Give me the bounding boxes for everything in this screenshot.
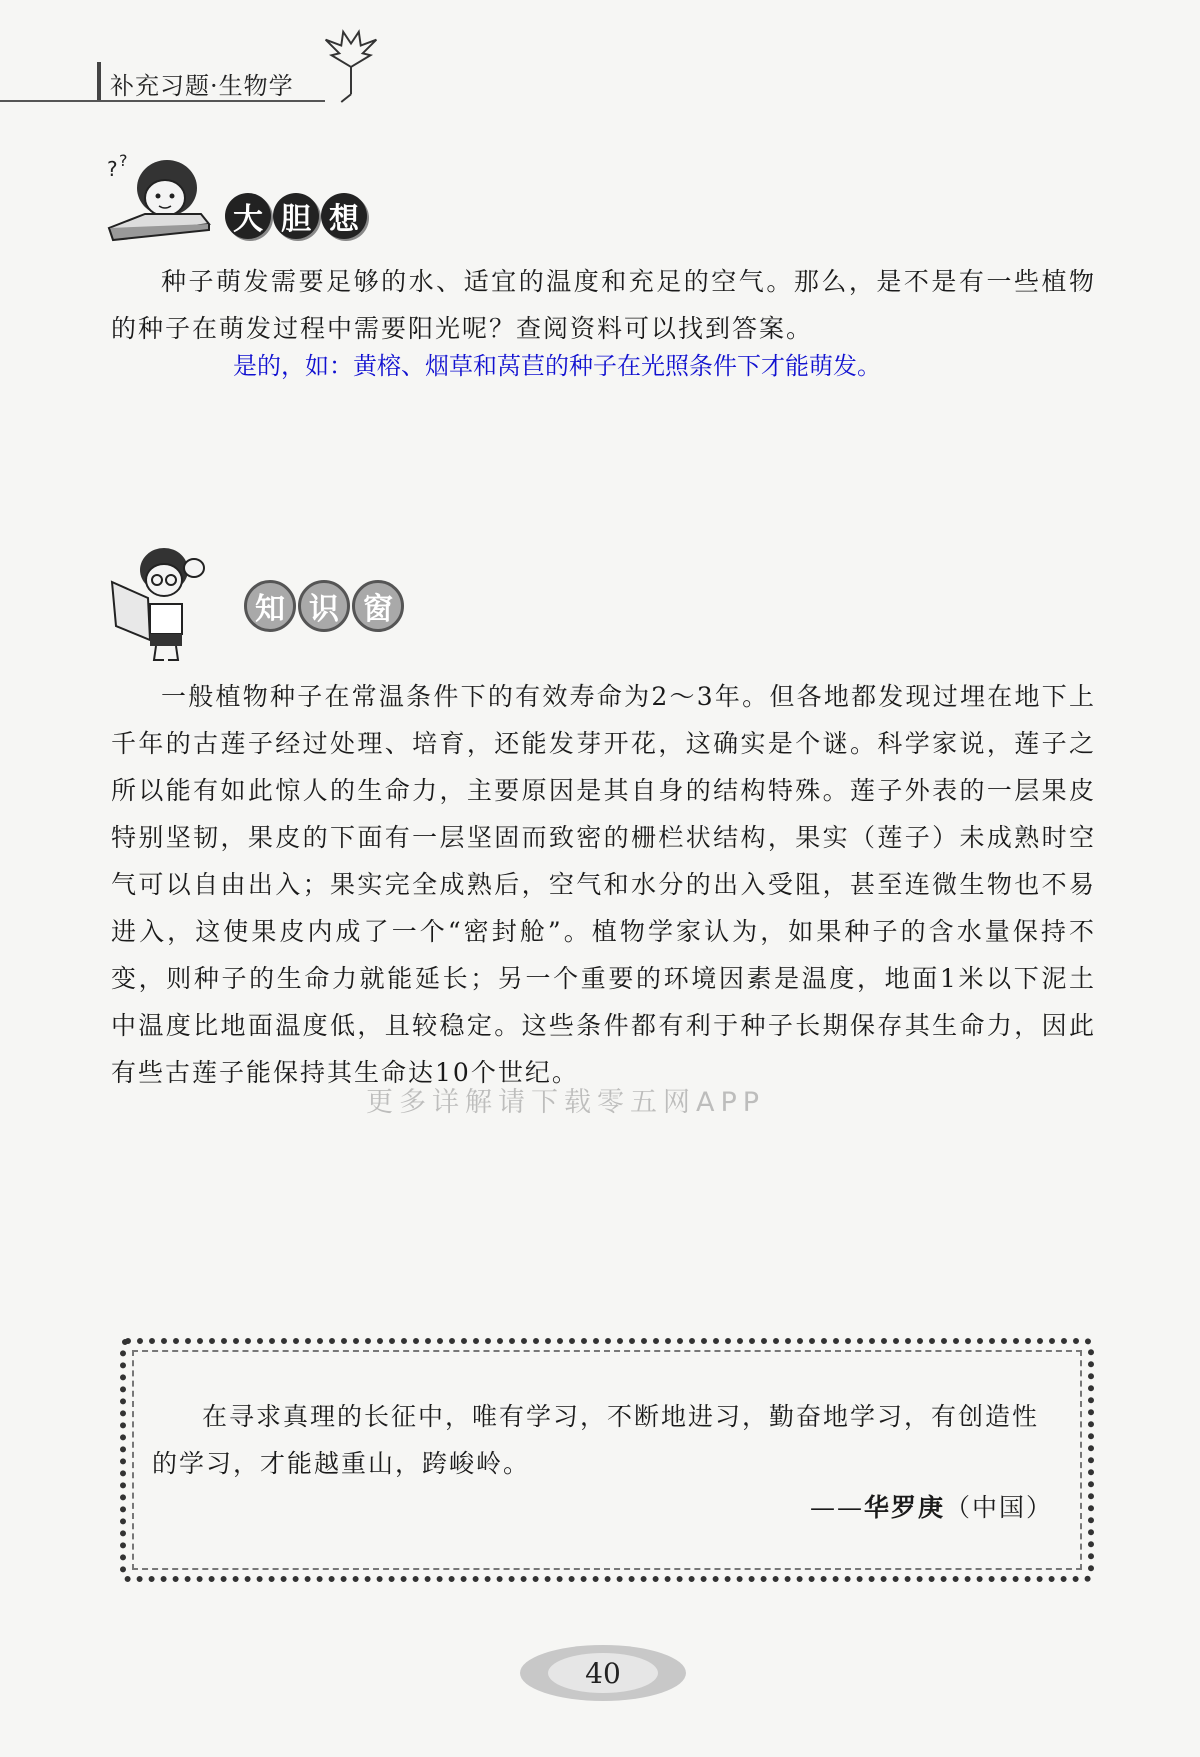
knowledge-paragraph: 一般植物种子在常温条件下的有效寿命为2～3年。但各地都发现过埋在地下上千年的古莲子经过处理、培育，还能发芽开花，这确实是个谜。科学家说，莲子之所以能有如此惊人的生命力，主要原因是其自身的结构特殊。莲子外表的一层果皮特别坚韧，果皮的下面有一层坚固而致密的栅栏状结构，果实（莲子）未成熟时空气可以自由出入；果实完全成熟后，空气和水分的出入受阻，甚至连微生物也不易进入，这使果皮内成了一个“密封舱”。植物学家认为，如果种子的含水量保持不变，则种子的生命力就能延长；另一个重要的环境因素是温度，地面1米以下泥土中温度比地面温度低，且较稳定。这些条件都有利于种子长期保存其生命力，因此有些古莲子能保持其生命达10个世纪。 [111, 682, 1096, 1087]
book-title: 补充习题·生物学 [110, 72, 294, 100]
reading-boy-illustration [106, 540, 216, 665]
watermark-text: 更多详解请下载零五网APP [366, 1087, 766, 1118]
title-char: 知 [244, 580, 296, 632]
quote-attribution [810, 1488, 1053, 1524]
svg-text:?: ? [119, 151, 128, 170]
title-char: 窗 [352, 580, 404, 632]
section-title-brainstorm [225, 193, 367, 239]
quote-author-country: （中国） [945, 1493, 1054, 1522]
quote-author-name: 华罗庚 [864, 1493, 946, 1522]
attribution-dash: —— [810, 1493, 864, 1522]
page-number-badge [520, 1645, 686, 1701]
thinking-girl-illustration [105, 148, 217, 253]
title-char: 大 [225, 193, 271, 239]
answer-text: 是的，如：黄榕、烟草和莴苣的种子在光照条件下才能萌发。 [233, 352, 881, 380]
question-paragraph: 种子萌发需要足够的水、适宜的温度和充足的空气。那么，是不是有一些植物的种子在萌发过程中需要阳光呢？查阅资料可以找到答案。 [111, 267, 1096, 343]
maple-leaf-icon [312, 26, 390, 104]
title-char: 识 [298, 580, 350, 632]
page-number: 40 [548, 1653, 658, 1693]
quote-text: 在寻求真理的长征中，唯有学习，不断地进习，勤奋地学习，有创造性的学习，才能越重山，跨峻岭。 [152, 1402, 1040, 1478]
title-char: 想 [321, 193, 367, 239]
title-char: 胆 [273, 193, 319, 239]
section-title-knowledge-window [244, 580, 404, 632]
header-bar [97, 62, 101, 100]
svg-text:?: ? [107, 157, 118, 181]
